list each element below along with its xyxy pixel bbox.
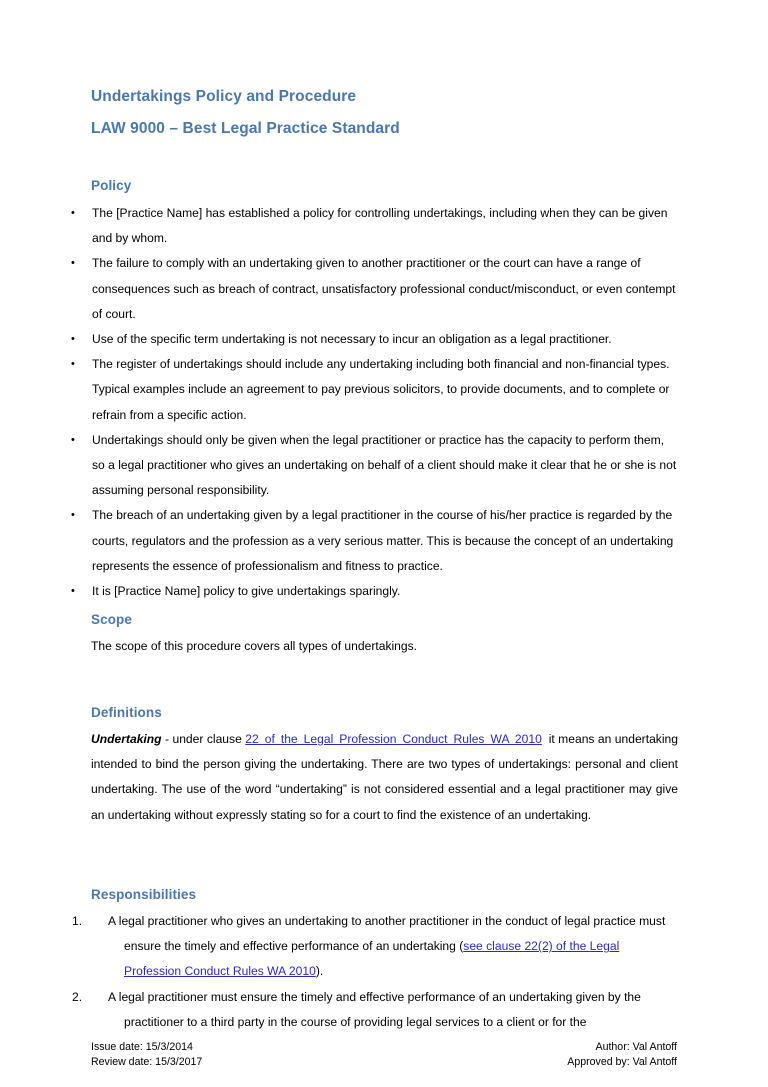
- footer-row-bottom: [91, 1055, 677, 1070]
- see-clause-22-2-link[interactable]: see clause 22(2) of the Legal Profession Conduct Rules WA 2010: [124, 939, 620, 979]
- page-footer: [91, 1040, 677, 1069]
- policy-bullet-text: Undertakings should only be given when the legal practitioner or practice has the capacity to perform them, so a legal practitioner who gives an undertaking on behalf of a client should make it clear that he or she is not assuming personal responsibility.: [92, 432, 677, 498]
- responsibility-1-text-after-link: ).: [315, 964, 324, 979]
- footer-review-date: Review date: 15/3/2017: [91, 1055, 203, 1068]
- footer-row-top: [91, 1040, 677, 1055]
- section-heading-responsibilities: Responsibilities: [91, 887, 197, 902]
- definitions-paragraph: [91, 727, 678, 828]
- document-title-line-1: Undertakings Policy and Procedure: [91, 88, 357, 105]
- section-heading-definitions: Definitions: [91, 705, 162, 720]
- section-heading-policy: Policy: [91, 178, 132, 193]
- responsibility-1-text-before-link: A legal practitioner who gives an undertaking to another practitioner in the conduct of legal practice must ensure the timely and effective performance of an undertaking (: [108, 914, 666, 954]
- legal-profession-conduct-rules-link[interactable]: 22 of the Legal Profession Conduct Rules WA 2010: [245, 732, 542, 746]
- list-item: [62, 503, 678, 579]
- list-item: [62, 909, 678, 985]
- list-item: [62, 251, 678, 327]
- list-item: [62, 352, 678, 428]
- policy-bullet-text: Use of the specific term undertaking is not necessary to incur an obligation as a legal practitioner.: [92, 332, 612, 347]
- responsibility-item-2-text: A legal practitioner must ensure the timely and effective performance of an undertaking given by the practitioner to a third party in the course of providing legal services to a client or for the: [108, 989, 641, 1029]
- definitions-text-before-link: under clause: [172, 732, 246, 746]
- policy-bullet-text: The breach of an undertaking given by a legal practitioner in the course of his/her practice is regarded by the courts, regulators and the profession as a very serious matter. This is because the concept of an undertaking represents the essence of professionalism and fitness to practice.: [92, 508, 674, 573]
- list-item: [62, 579, 678, 604]
- responsibilities-numbered-list: [62, 909, 678, 1035]
- policy-bullet-text: The failure to comply with an undertaking given to another practitioner or the court can have a range of consequences such as breach of contract, unsatisfactory professional conduct/misconduct, or even contempt of court.: [92, 256, 676, 321]
- list-item: [62, 327, 678, 352]
- scope-body: [91, 634, 678, 659]
- policy-bullet-text: The [Practice Name] has established a policy for controlling undertakings, including when they can be given and by whom.: [92, 206, 668, 246]
- responsibility-item-1-text: [108, 909, 678, 985]
- list-item: [62, 428, 678, 504]
- definitions-body: [91, 727, 678, 828]
- list-item: [62, 985, 678, 1035]
- policy-bullet-list: [62, 201, 678, 604]
- definitions-text-after-link: it means an undertaking intended to bind the person giving the undertaking. There are two types of undertakings: personal and client undertaking. The use of the word “undertaking” is not considered essential and a legal practitioner may give an undertaking without expressly stating so for a court to find the existence of an undertaking.: [91, 732, 678, 822]
- section-heading-scope: Scope: [91, 612, 133, 627]
- responsibilities-list-container: [62, 909, 678, 1035]
- definitions-term: Undertaking: [91, 732, 162, 746]
- document-title-line-2: LAW 9000 – Best Legal Practice Standard: [91, 120, 400, 137]
- definitions-term-separator: -: [161, 732, 173, 746]
- list-item: [62, 201, 678, 251]
- scope-text: The scope of this procedure covers all types of undertakings.: [91, 639, 418, 653]
- footer-issue-date: Issue date: 15/3/2014: [91, 1041, 193, 1053]
- policy-bullet-list-container: [62, 201, 678, 604]
- policy-bullet-text: It is [Practice Name] policy to give undertakings sparingly.: [92, 584, 401, 599]
- footer-author: Author: Val Antoff: [595, 1041, 677, 1053]
- footer-approved-by: Approved by: Val Antoff: [567, 1055, 677, 1068]
- policy-bullet-text: The register of undertakings should include any undertaking including both financial and non-financial types. Typical examples include an agreement to pay previous solicitors, to provide documents, and to complete or refrain from a specific action.: [92, 357, 670, 422]
